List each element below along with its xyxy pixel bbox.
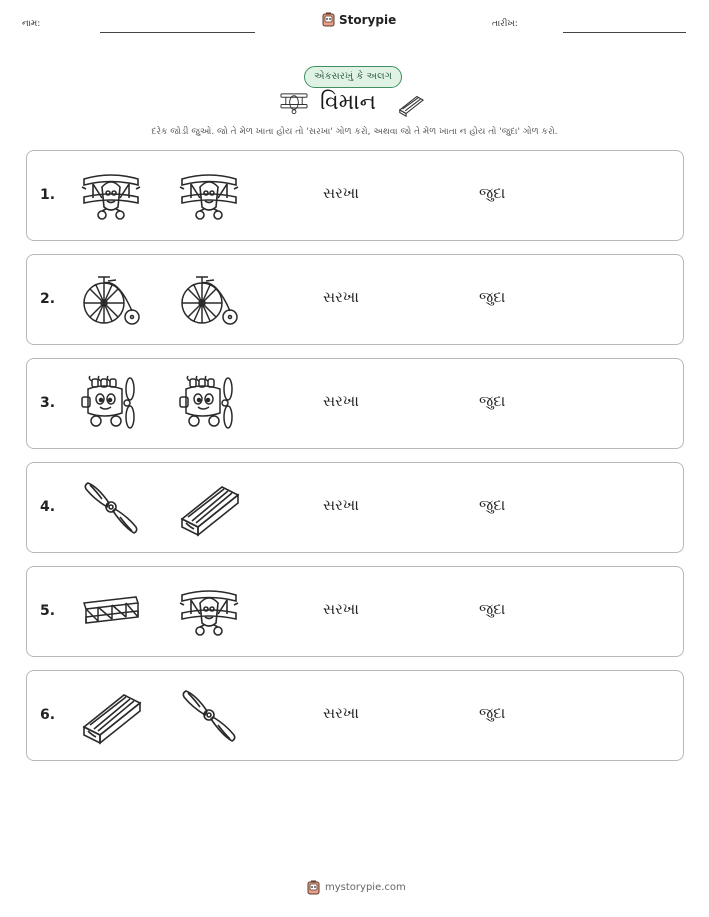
propeller-icon — [80, 479, 142, 537]
instructions: દરેક જોડી જુઓ. જો તે મેળ ખાતા હોય તો 'સરખા' ગોળ કરો, અથવા જો તે મેળ ખાતા ન હોય તો 'જુદા' ગોળ કરો. — [151, 127, 558, 137]
date-label: તારીખ: — [492, 19, 518, 29]
footer-site[interactable]: mystorypie.com — [325, 882, 406, 893]
different-option[interactable]: જુદા — [479, 704, 506, 722]
different-option[interactable]: જુદા — [479, 600, 506, 618]
different-option[interactable]: જુદા — [479, 288, 506, 306]
exercise-row — [26, 670, 684, 761]
name-line[interactable] — [100, 32, 255, 33]
biplane-icon — [278, 90, 310, 122]
penny-farthing-bicycle-icon — [178, 271, 240, 329]
item-number: 4. — [40, 499, 56, 515]
worksheet-title: વિમાન — [320, 90, 376, 115]
exercise-row — [26, 358, 684, 449]
same-option[interactable]: સરખા — [323, 600, 359, 618]
item-number: 5. — [40, 603, 56, 619]
footer — [307, 880, 406, 895]
topic-badge: એકસરખું કે અલગ — [304, 66, 402, 88]
storypie-logo-icon — [307, 880, 320, 895]
item-number: 1. — [40, 187, 56, 203]
title-row — [0, 88, 709, 124]
name-label: નામ: — [22, 19, 41, 29]
item-number: 6. — [40, 707, 56, 723]
propeller-icon — [178, 687, 240, 745]
biplane-icon — [178, 583, 240, 641]
cartoon-airplane-icon — [178, 375, 240, 433]
item-number: 2. — [40, 291, 56, 307]
brand-name: Storypie — [339, 12, 397, 27]
box-kite-plane-icon — [80, 583, 142, 641]
wood-plank-icon — [394, 92, 428, 122]
cartoon-airplane-icon — [80, 375, 142, 433]
same-option[interactable]: સરખા — [323, 288, 359, 306]
exercise-row — [26, 462, 684, 553]
exercise-row — [26, 254, 684, 345]
same-option[interactable]: સરખા — [323, 704, 359, 722]
brand-logo — [322, 12, 396, 27]
same-option[interactable]: સરખા — [323, 496, 359, 514]
penny-farthing-bicycle-icon — [80, 271, 142, 329]
item-number: 3. — [40, 395, 56, 411]
date-line[interactable] — [563, 32, 686, 33]
exercise-row — [26, 566, 684, 657]
wood-plank-icon — [80, 687, 142, 745]
same-option[interactable]: સરખા — [323, 392, 359, 410]
biplane-icon — [178, 167, 240, 225]
different-option[interactable]: જુદા — [479, 184, 506, 202]
different-option[interactable]: જુદા — [479, 496, 506, 514]
exercise-row — [26, 150, 684, 241]
storypie-logo-icon — [322, 12, 335, 27]
biplane-icon — [80, 167, 142, 225]
different-option[interactable]: જુદા — [479, 392, 506, 410]
wood-plank-icon — [178, 479, 240, 537]
same-option[interactable]: સરખા — [323, 184, 359, 202]
